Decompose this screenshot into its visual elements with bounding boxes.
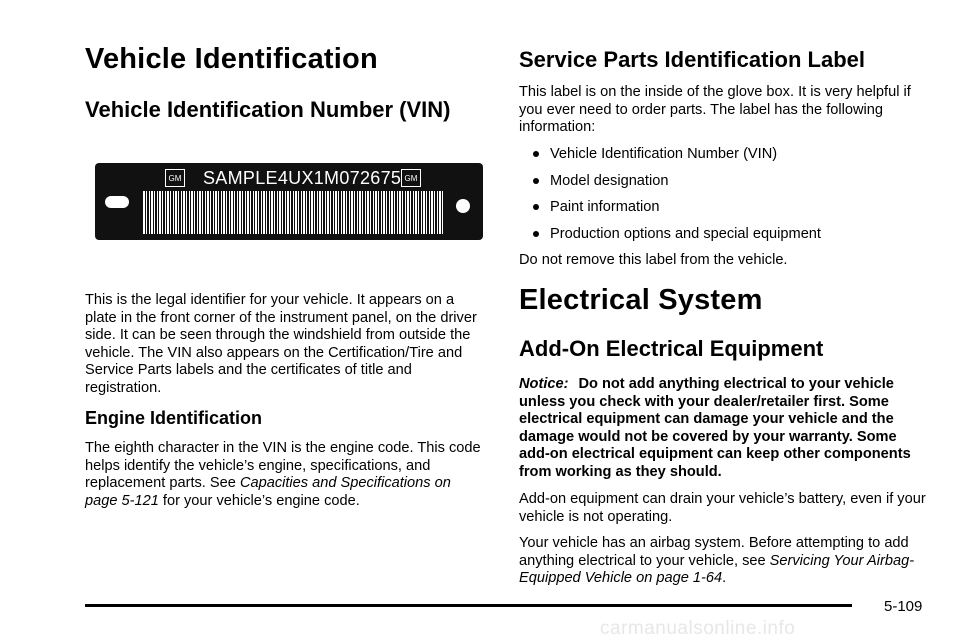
vin-heading: Vehicle Identification Number (VIN) xyxy=(85,97,451,122)
plate-hole xyxy=(456,199,470,213)
notice-label: Notice: xyxy=(519,376,569,392)
service-parts-heading: Service Parts Identification Label xyxy=(519,47,866,72)
airbag-text-end: . xyxy=(722,570,727,587)
addon-description: Add-on equipment can drain your vehicle’s battery, even if your vehicle is not operating. xyxy=(519,491,926,525)
list-item: Model designation xyxy=(519,173,821,200)
engine-description xyxy=(85,440,485,510)
footer-rule xyxy=(85,604,852,607)
engine-text-end: for your vehicle’s engine code. xyxy=(158,492,360,509)
list-item: Paint information xyxy=(519,199,821,226)
label-note: Do not remove this label from the vehicle. xyxy=(519,252,788,268)
service-parts-description: This label is on the inside of the glove box. It is very helpful if you ever need to order parts. The label has the following information: xyxy=(519,84,911,136)
watermark: carmanualsonline.info xyxy=(600,618,796,639)
airbag-description xyxy=(519,535,927,588)
notice-block xyxy=(519,376,927,482)
engine-text: The eighth character in the VIN is the engine code. This code helps identify the vehicle’s engine, specifications, and replacement parts. See xyxy=(85,440,481,492)
notice-text: Do not add anything electrical to your vehicle unless you check with your dealer/retailer first. Some electrical equipment can damage your vehicle and the damage would not be covered by your warranty. Some add-on electrical equipment can keep other components from working as they should. xyxy=(519,376,911,480)
airbag-link[interactable]: Servicing Your Airbag-Equipped Vehicle on page 1-64 xyxy=(519,552,915,587)
addon-heading: Add-On Electrical Equipment xyxy=(519,336,824,361)
plate-slot xyxy=(105,196,129,208)
vin-plate-illustration xyxy=(95,163,483,240)
vin-description: This is the legal identifier for your vehicle. It appears on a plate in the front corner of the instrument panel, on the driver side. It can be seen through the windshield from outside the vehicle. The VIN also appears on the Certification/Tire and Service Parts labels and the certificates of title and registration. xyxy=(85,292,477,396)
page-title: Vehicle Identification xyxy=(85,43,378,75)
list-item: Vehicle Identification Number (VIN) xyxy=(519,146,821,173)
list-item: Production options and special equipment xyxy=(519,226,821,253)
page-number: 5-109 xyxy=(884,598,923,615)
gm-logo-icon: GM xyxy=(165,169,185,187)
barcode xyxy=(143,191,443,234)
engine-heading: Engine Identification xyxy=(85,408,263,428)
specs-link[interactable]: Capacities and Specifications on page 5-121 xyxy=(85,475,451,509)
vin-plate-number: SAMPLE4UX1M072675 xyxy=(203,168,402,188)
label-info-list xyxy=(519,146,821,252)
electrical-title: Electrical System xyxy=(519,284,763,316)
gm-logo-icon: GM xyxy=(401,169,421,187)
airbag-text: Your vehicle has an airbag system. Before attempting to add anything electrical to your vehicle, see xyxy=(519,535,909,569)
